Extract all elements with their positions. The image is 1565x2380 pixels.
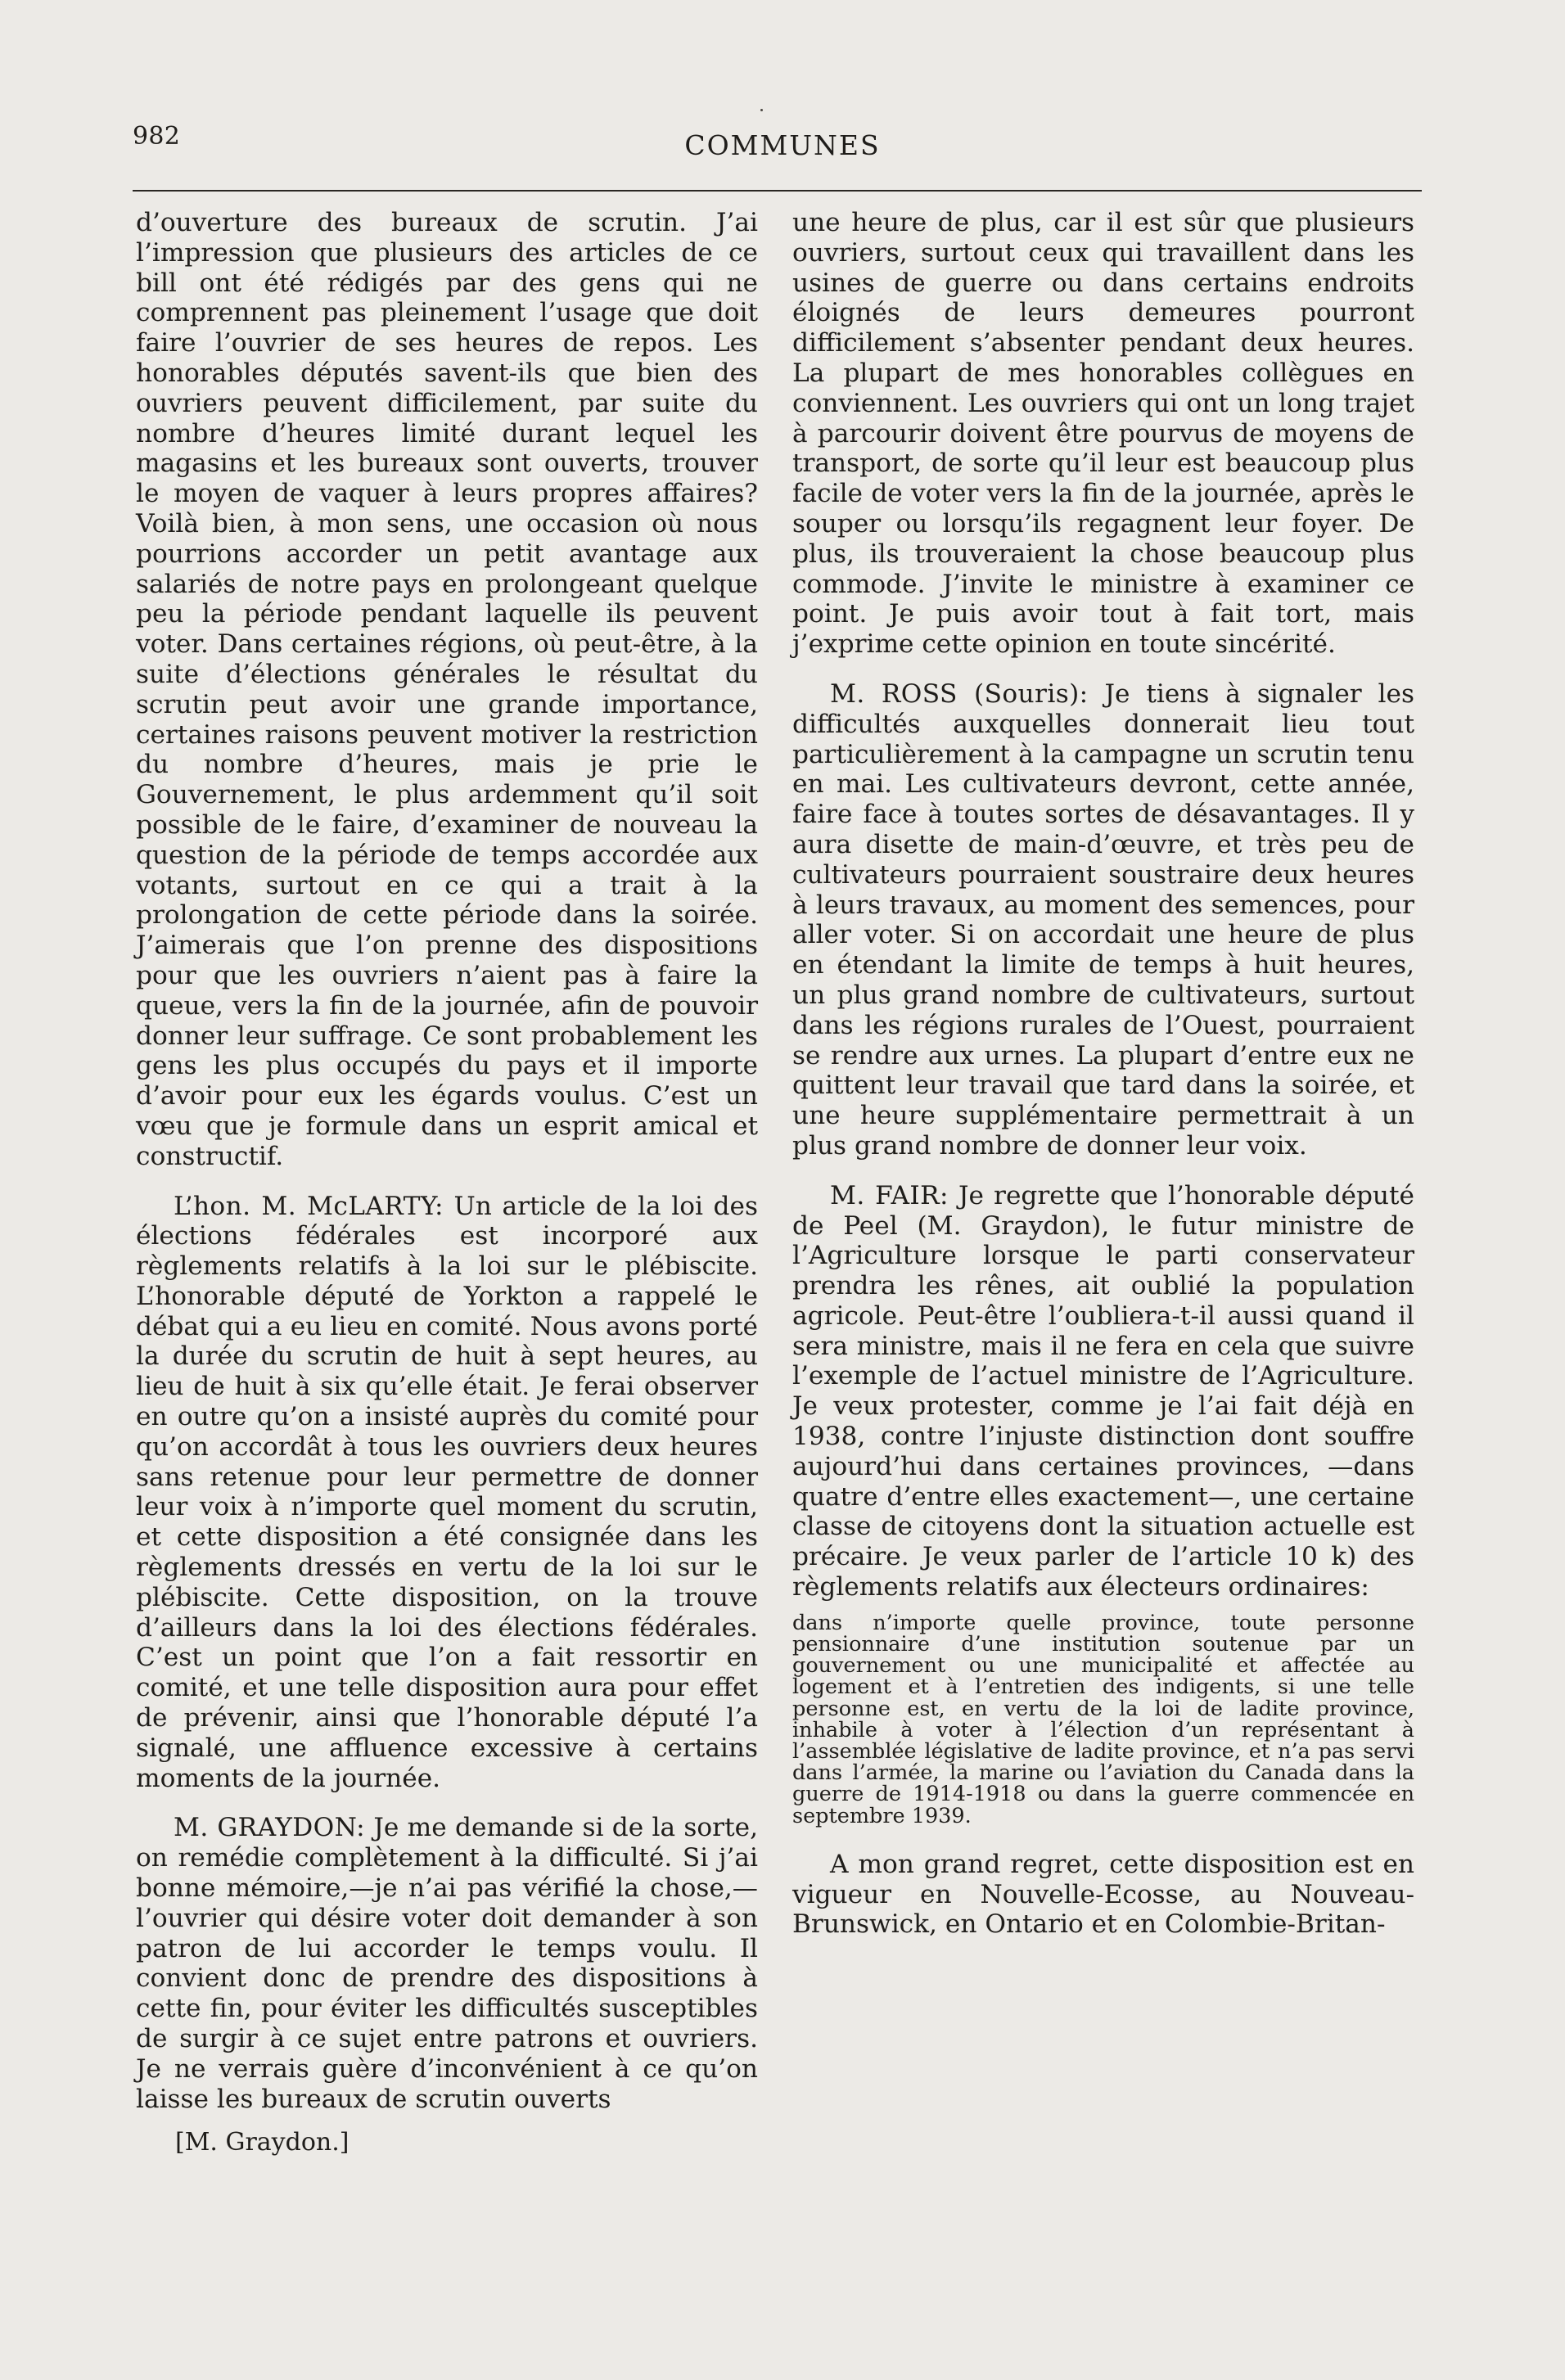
left-paragraph-3	[136, 1813, 758, 2114]
print-mark	[760, 109, 763, 111]
speaker-mclarty: L’hon. M. McLARTY:	[174, 1191, 444, 1221]
speaker-ross: M. ROSS (Souris):	[830, 678, 1089, 709]
speaker-graydon: M. GRAYDON:	[174, 1813, 366, 1843]
right-paragraph-1: une heure de plus, car il est sûr que plusieurs ouvriers, surtout ceux qui travaillent dans les usines de guerre ou dans certains endroits éloignés de leurs demeures pourront difficilement s’absenter pendant deux heures. La plupart de mes honorables collègues en conviennent. Les ouvriers qui ont un long trajet à parcourir doivent être pourvus de moyens de transport, de sorte qu’il leur est beaucoup plus facile de voter vers la fin de la journée, après le souper ou lorsqu’ils regagnent leur foyer. De plus, ils trouveraient la chose beaucoup plus commode. J’invite le ministre à examiner ce point. Je puis avoir tout à fait tort, mais j’exprime cette opinion en toute sincérité.	[792, 208, 1414, 660]
right-paragraph-2	[792, 679, 1414, 1161]
left-paragraph-2-text: Un article de la loi des élections fédérales est incorporé aux règlements relatifs à la loi sur le plébiscite. L’honorable député de Yorkton a rappelé le débat qui a eu lieu en comité. Nous avons porté la durée du scrutin de huit à sept heures, au lieu de huit à six qu’elle était. Je ferai observer en outre qu’on a insisté auprès du comité pour qu’on accordât à tous les ouvriers deux heures sans retenue pour leur permettre de donner leur voix à n’importe quel moment du scrutin, et cette disposition a été consignée dans les règlements dressés en vertu de la loi sur le plébiscite. Cette disposition, on la trouve d’ailleurs dans la loi des élections fédérales. C’est un point que l’on a fait ressortir en comité, et une telle disposition aura pour effet de prévenir, ainsi que l’honorable député l’a signalé, une affluence excessive à certains moments de la journée.	[136, 1191, 758, 1793]
speaker-footer-reference: [M. Graydon.]	[175, 2128, 350, 2157]
running-head: COMMUNES	[684, 129, 881, 161]
left-column	[136, 208, 758, 2157]
speaker-fair: M. FAIR:	[830, 1180, 949, 1210]
header-rule	[133, 190, 1422, 192]
right-paragraph-3-text: Je regrette que l’honorable député de Peel (M. Graydon), le futur ministre de l’Agriculture lorsque le parti conservateur prendra les rênes, ait oublié la population agricole. Peut-être l’oubliera-t-il aussi quand il sera ministre, mais il ne fera en cela que suivre l’exemple de l’actuel ministre de l’Agriculture. Je veux protester, comme je l’ai fait déjà en 1938, contre l’injuste distinction dont souffre aujourd’hui dans certaines provinces, —dans quatre d’entre elles exactement—, une certaine classe de citoyens dont la situation actuelle est précaire. Je veux parler de l’article 10 k) des règlements relatifs aux électeurs ordinaires:	[792, 1180, 1414, 1602]
left-paragraph-2	[136, 1192, 758, 1794]
right-paragraph-3	[792, 1181, 1414, 1602]
left-paragraph-1: d’ouverture des bureaux de scrutin. J’ai l’impression que plusieurs des articles de ce bill ont été rédigés par des gens qui ne comprennent pas pleinement l’usage que doit faire l’ouvrier de ses heures de repos. Les honorables députés savent-ils que bien des ouvriers peuvent difficilement, par suite du nombre d’heures limité durant lequel les magasins et les bureaux sont ouverts, trouver le moyen de vaquer à leurs propres affaires? Voilà bien, à mon sens, une occasion où nous pourrions accorder un petit avantage aux salariés de notre pays en prolongeant quelque peu la période pendant laquelle ils peuvent voter. Dans certaines régions, où peut-être, à la suite d’élections générales le résultat du scrutin peut avoir une grande importance, certaines raisons peuvent motiver la restriction du nombre d’heures, mais je prie le Gouvernement, le plus ardemment qu’il soit possible de le faire, d’examiner de nouveau la question de la période de temps accordée aux votants, surtout en ce qui a trait à la prolongation de cette période dans la soirée. J’aimerais que l’on prenne des dispositions pour que les ouvriers n’aient pas à faire la queue, vers la fin de la journée, afin de pouvoir donner leur suffrage. Ce sont probablement les gens les plus occupés du pays et il importe d’avoir pour eux les égards voulus. C’est un vœu que je formule dans un esprit amical et constructif.	[136, 208, 758, 1171]
right-column	[792, 208, 1414, 1940]
right-paragraph-4: A mon grand regret, cette disposition est en vigueur en Nouvelle-Ecosse, au Nouveau-Brunswick, en Ontario et en Colombie-Britan-	[792, 1849, 1414, 1940]
left-paragraph-3-text: Je me demande si de la sorte, on remédie complètement à la difficulté. Si j’ai bonne mémoire,—je n’ai pas vérifié la chose,—l’ouvrier qui désire voter doit demander à son patron de lui accorder le temps voulu. Il convient donc de prendre des dispositions à cette fin, pour éviter les difficultés susceptibles de surgir à ce sujet entre patrons et ouvriers. Je ne verrais guère d’inconvénient à ce qu’on laisse les bureaux de scrutin ouverts	[136, 1813, 758, 2114]
page-number: 982	[133, 122, 181, 151]
right-paragraph-2-text: Je tiens à signaler les difficultés auxquelles donnerait lieu tout particulièrement à la campagne un scrutin tenu en mai. Les cultivateurs devront, cette année, faire face à toutes sortes de désavantages. Il y aura disette de main-d’œuvre, et très peu de cultivateurs pourraient soustraire deux heures à leurs travaux, au moment des semences, pour aller voter. Si on accordait une heure de plus en étendant la limite de temps à huit heures, un plus grand nombre de cultivateurs, surtout dans les régions rurales de l’Ouest, pourraient se rendre aux urnes. La plupart d’entre eux ne quittent leur travail que tard dans la soirée, et une heure supplémentaire permettrait à un plus grand nombre de donner leur voix.	[792, 678, 1414, 1161]
regulation-quote: dans n’importe quelle province, toute personne pensionnaire d’une institution soutenue par un gouvernement ou une municipalité et affectée au logement et à l’entretien des indigents, si une telle personne est, en vertu de la loi de ladite province, inhabile à voter à l’élection d’un représentant à l’assemblée législative de ladite province, et n’a pas servi dans l’armée, la marine ou l’aviation du Canada dans la guerre de 1914-1918 ou dans la guerre commencée en septembre 1939.	[792, 1610, 1414, 1828]
